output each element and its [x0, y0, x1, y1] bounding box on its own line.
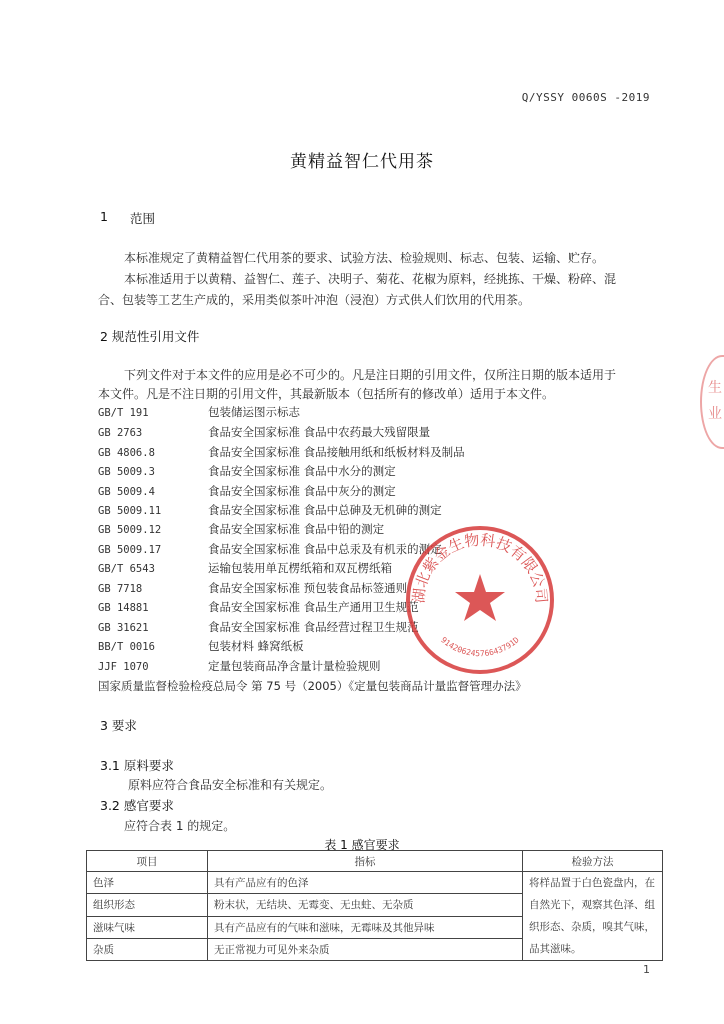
document-title: 黄精益智仁代用茶 [290, 152, 434, 172]
reference-row [98, 541, 442, 559]
table-header-row [87, 851, 663, 872]
reference-code: GB 5009.4 [98, 486, 155, 498]
table-cell-item: 色泽 [87, 872, 208, 894]
reference-row [98, 619, 419, 637]
reference-row [98, 521, 384, 539]
reference-code: JJF 1070 [98, 661, 149, 673]
table-cell-index: 粉末状，无结块、无霉变、无虫蛀、无杂质 [208, 894, 523, 916]
section-2-paragraph-a: 下列文件对于本文件的应用是必不可少的。凡是注日期的引用文件，仅所注日期的版本适用于 [124, 368, 617, 382]
reference-title: 包装材料 蜂窝纸板 [208, 639, 304, 653]
page-number: 1 [643, 963, 650, 976]
company-seal-stamp [400, 520, 560, 680]
table-header-item: 项目 [87, 851, 208, 872]
section-3-2-text: 应符合表 1 的规定。 [124, 819, 236, 833]
section-3-heading: 3 要求 [100, 718, 137, 733]
section-3-1-text: 原料应符合食品安全标准和有关规定。 [128, 778, 333, 792]
reference-title: 食品安全国家标准 预包装食品标签通则 [208, 581, 408, 595]
reference-code: GB 5009.17 [98, 544, 162, 556]
section-1-paragraph-2a: 本标准适用于以黄精、益智仁、莲子、决明子、菊花、花椒为原料，经挑拣、干燥、粉碎、混 [124, 272, 617, 286]
reference-title: 食品安全国家标准 食品生产通用卫生规范 [208, 600, 419, 614]
reference-row [98, 424, 430, 442]
reference-code: GB/T 6543 [98, 563, 155, 575]
section-1-number: 1 [100, 209, 108, 224]
reference-row [98, 580, 407, 598]
reference-code: GB 5009.11 [98, 505, 162, 517]
reference-code: BB/T 0016 [98, 641, 155, 653]
reference-title: 食品安全国家标准 食品中农药最大残留限量 [208, 425, 431, 439]
reference-title: 食品安全国家标准 食品中总砷及无机砷的测定 [208, 503, 442, 517]
table-caption: 表 1 感官要求 [324, 838, 400, 852]
reference-code: GB 14881 [98, 602, 149, 614]
reference-row [98, 444, 465, 462]
table-row [87, 872, 663, 894]
reference-code: GB 2763 [98, 427, 143, 439]
table-cell-item: 滋味气味 [87, 916, 208, 938]
document-code: Q/YSSY 0060S -2019 [521, 91, 650, 104]
seal-star-icon [455, 574, 505, 621]
table-cell-item: 组织形态 [87, 894, 208, 916]
section-1-heading: 范围 [130, 211, 156, 226]
section-1-paragraph-2b: 合、包装等工艺生产成的，采用类似茶叶冲泡（浸泡）方式供人们饮用的代用茶。 [98, 293, 531, 307]
section-3-2-heading: 3.2 感官要求 [100, 798, 174, 813]
reference-row [98, 638, 304, 656]
seal-company-name: 湖北紫金生物科技有限公司 [409, 530, 551, 604]
table-cell-index: 具有产品应有的气味和滋味，无霉味及其他异味 [208, 916, 523, 938]
section-2-paragraph-b: 本文件。凡是不注日期的引用文件，其最新版本（包括所有的修改单）适用于本文件。 [98, 387, 555, 401]
reference-title: 食品安全国家标准 食品中水分的测定 [208, 464, 396, 478]
reference-code: GB 5009.12 [98, 524, 162, 536]
seal-registration-number: 91420624576643791D [439, 635, 521, 659]
table-cell-index: 具有产品应有的色泽 [208, 872, 523, 894]
reference-title: 食品安全国家标准 食品中铅的测定 [208, 522, 385, 536]
edge-stamp-text: 生 业 [708, 380, 722, 422]
reference-title: 包装储运图示标志 [208, 405, 300, 419]
reference-row [98, 483, 396, 501]
reference-code: GB 4806.8 [98, 447, 155, 459]
table-cell-index: 无正常视力可见外来杂质 [208, 938, 523, 960]
reference-code: GB 5009.3 [98, 466, 155, 478]
table-header-index: 指标 [208, 851, 523, 872]
section-1-paragraph-1: 本标准规定了黄精益智仁代用茶的要求、试验方法、检验规则、标志、包装、运输、贮存。 [124, 251, 605, 265]
reference-row [98, 463, 396, 481]
sensory-requirements-table [86, 850, 663, 961]
reference-code: GB 31621 [98, 622, 149, 634]
reference-title: 定量包装商品净含量计量检验规则 [208, 659, 381, 673]
reference-title: 食品安全国家标准 食品经营过程卫生规范 [208, 620, 419, 634]
reference-row [98, 560, 392, 578]
reference-title: 食品安全国家标准 食品中灰分的测定 [208, 484, 396, 498]
reference-title: 食品安全国家标准 食品接触用纸和纸板材料及制品 [208, 445, 465, 459]
reference-title: 食品安全国家标准 食品中总汞及有机汞的测定 [208, 542, 442, 556]
reference-row [98, 404, 300, 422]
reference-row [98, 599, 419, 617]
table-header-method: 检验方法 [523, 851, 663, 872]
section-3-1-heading: 3.1 原料要求 [100, 758, 174, 773]
reference-title: 运输包装用单瓦楞纸箱和双瓦楞纸箱 [208, 561, 392, 575]
reference-row [98, 502, 442, 520]
reference-row [98, 658, 381, 676]
table-cell-item: 杂质 [87, 938, 208, 960]
reference-code: GB/T 191 [98, 407, 149, 419]
reference-code: GB 7718 [98, 583, 143, 595]
section-2-heading: 2 规范性引用文件 [100, 329, 200, 344]
edge-stamp-fragment [700, 355, 724, 445]
table-cell-method: 将样品置于白色瓷盘内，在自然光下，观察其色泽、组织形态、杂质，嗅其气味，品其滋味。 [523, 872, 663, 961]
decree-reference: 国家质量监督检验检疫总局令 第 75 号（2005）《定量包装商品计量监督管理办法》 [98, 679, 527, 693]
